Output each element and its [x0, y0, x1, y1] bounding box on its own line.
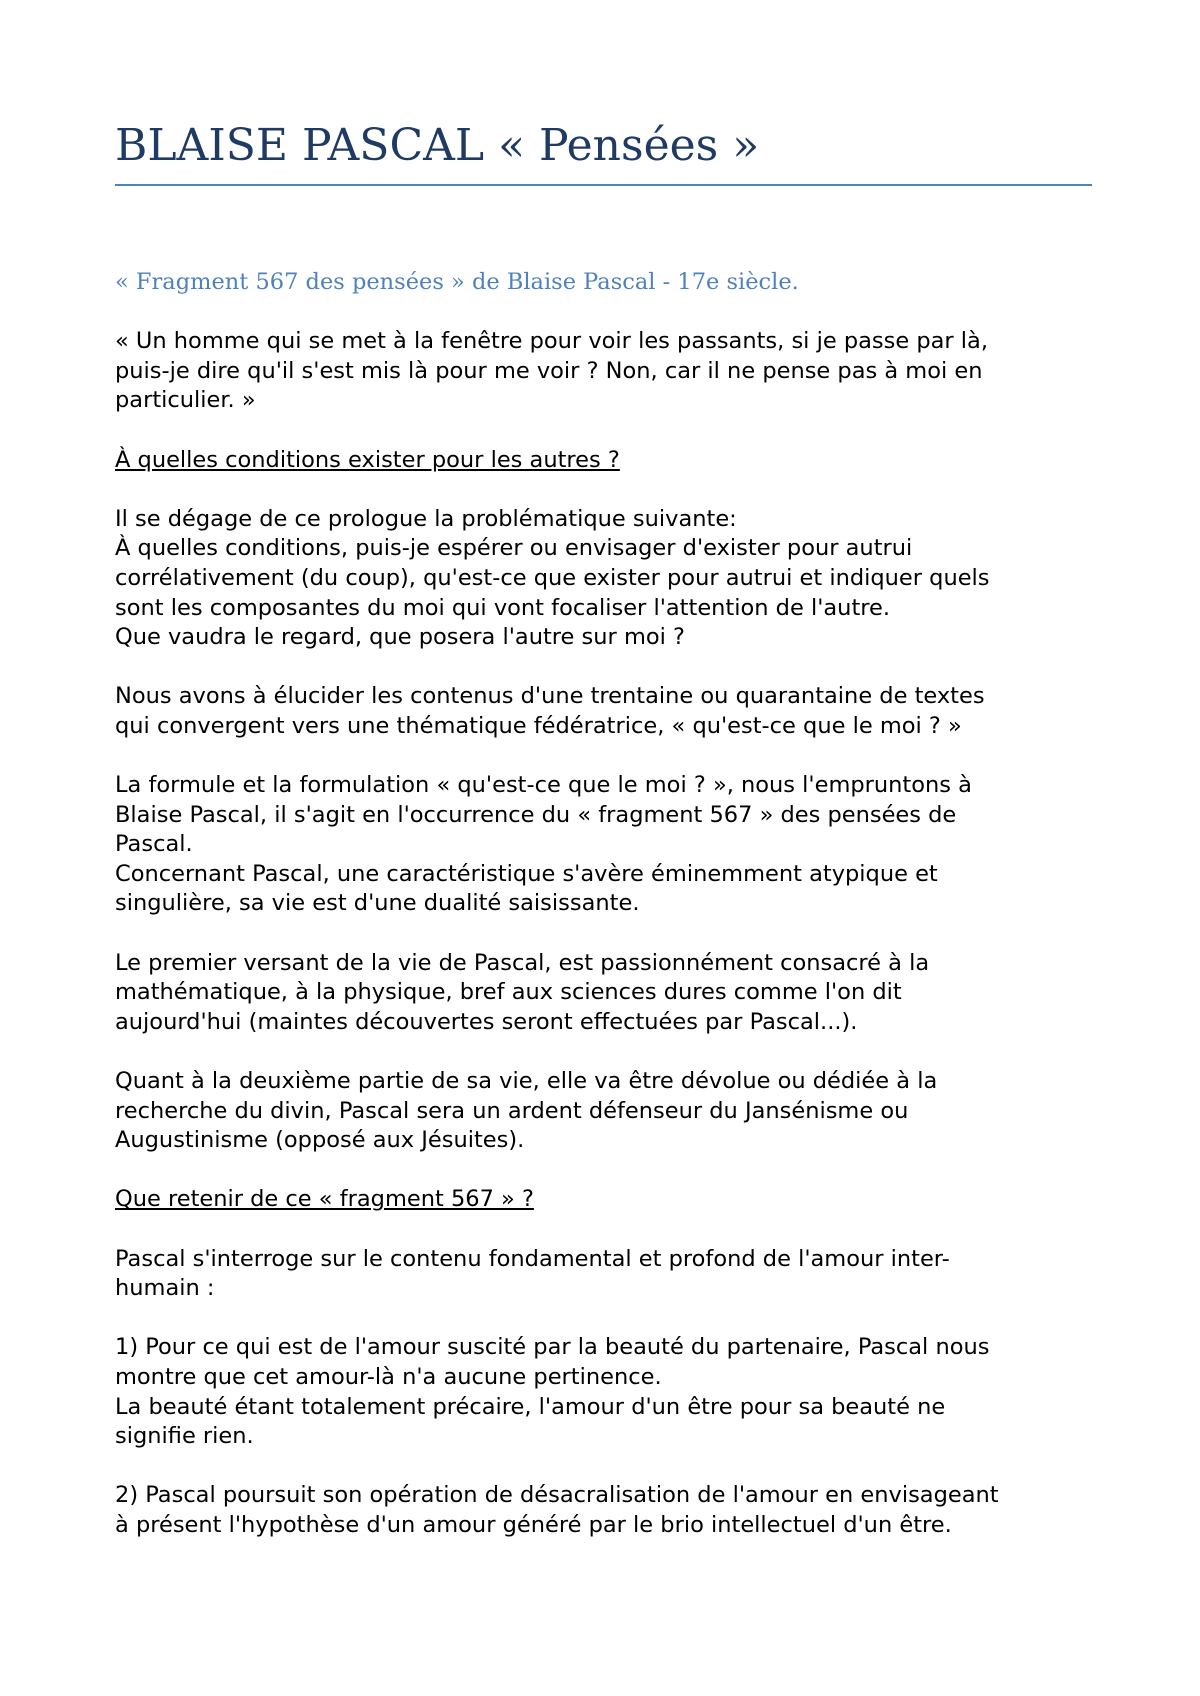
text-line: qui convergent vers une thématique fédératrice, « qu'est-ce que le moi ? »: [115, 712, 962, 739]
body-paragraph: [115, 327, 1095, 416]
body-paragraph: [115, 771, 1095, 919]
text-line: aujourd'hui (maintes découvertes seront effectuées par Pascal...).: [115, 1008, 858, 1035]
section-heading: [115, 1185, 1095, 1215]
body-paragraph: [115, 949, 1095, 1038]
text-line: humain :: [115, 1275, 215, 1302]
text-line: Que retenir de ce « fragment 567 » ?: [115, 1186, 534, 1213]
text-line: Augustinisme (opposé aux Jésuites).: [115, 1127, 525, 1154]
text-line: recherche du divin, Pascal sera un ardent défenseur du Jansénisme ou: [115, 1097, 909, 1124]
text-line: Nous avons à élucider les contenus d'une trentaine ou quarantaine de textes: [115, 683, 985, 710]
body-paragraph: [115, 682, 1095, 741]
text-line: À quelles conditions, puis-je espérer ou envisager d'exister pour autrui: [115, 535, 913, 562]
text-line: signifie rien.: [115, 1423, 254, 1450]
text-line: puis-je dire qu'il s'est mis là pour me voir ? Non, car il ne pense pas à moi en: [115, 357, 983, 384]
body-paragraph: [115, 505, 1095, 653]
body-paragraph: [115, 1245, 1095, 1304]
page-title: BLAISE PASCAL « Pensées »: [115, 120, 760, 171]
text-line: montre que cet amour-là n'a aucune pertinence.: [115, 1363, 662, 1390]
text-line: singulière, sa vie est d'une dualité saisissante.: [115, 890, 640, 917]
text-line: Quant à la deuxième partie de sa vie, elle va être dévolue ou dédiée à la: [115, 1068, 938, 1095]
text-line: particulier. »: [115, 387, 256, 414]
text-line: La beauté étant totalement précaire, l'amour d'un être pour sa beauté ne: [115, 1393, 946, 1420]
text-line: à présent l'hypothèse d'un amour généré par le brio intellectuel d'un être.: [115, 1511, 952, 1538]
text-line: mathématique, à la physique, bref aux sciences dures comme l'on dit: [115, 979, 902, 1006]
document-body: [115, 268, 1095, 1570]
text-line: Il se dégage de ce prologue la problématique suivante:: [115, 505, 737, 532]
text-line: 1) Pour ce qui est de l'amour suscité par la beauté du partenaire, Pascal nous: [115, 1334, 990, 1361]
body-paragraph: [115, 1481, 1095, 1540]
text-line: Que vaudra le regard, que posera l'autre sur moi ?: [115, 624, 685, 651]
text-line: Blaise Pascal, il s'agit en l'occurrence du « fragment 567 » des pensées de: [115, 801, 957, 828]
text-line: corrélativement (du coup), qu'est-ce que exister pour autrui et indiquer quels: [115, 564, 990, 591]
text-line: À quelles conditions exister pour les autres ?: [115, 446, 620, 473]
text-line: La formule et la formulation « qu'est-ce que le moi ? », nous l'empruntons à: [115, 772, 972, 799]
body-paragraph: [115, 1333, 1095, 1451]
text-line: Pascal s'interroge sur le contenu fondamental et profond de l'amour inter-: [115, 1245, 950, 1272]
section-heading: [115, 446, 1095, 476]
text-line: « Un homme qui se met à la fenêtre pour voir les passants, si je passe par là,: [115, 328, 988, 355]
body-paragraph: [115, 1067, 1095, 1156]
text-line: sont les composantes du moi qui vont focaliser l'attention de l'autre.: [115, 594, 891, 621]
document-subtitle: « Fragment 567 des pensées » de Blaise Pascal - 17e siècle.: [115, 269, 799, 295]
text-line: 2) Pascal poursuit son opération de désacralisation de l'amour en envisageant: [115, 1482, 999, 1509]
text-line: Le premier versant de la vie de Pascal, est passionnément consacré à la: [115, 949, 930, 976]
text-line: Pascal.: [115, 831, 193, 858]
text-line: Concernant Pascal, une caractéristique s'avère éminemment atypique et: [115, 860, 938, 887]
title-underline-rule: [115, 184, 1092, 186]
